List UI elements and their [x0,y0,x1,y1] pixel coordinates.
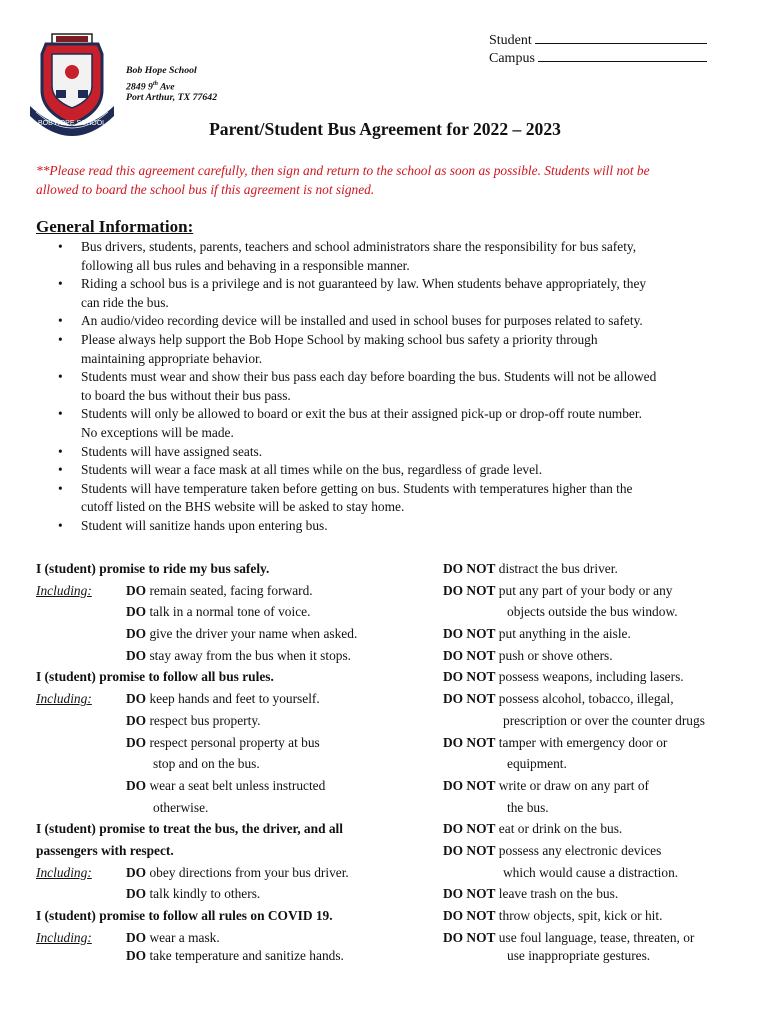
promise-line: DO talk in a normal tone of voice. [126,604,311,620]
do-not-rule-cont: equipment. [507,756,567,772]
general-info-line: • Students must wear and show their bus pass each day before boarding the bus. Students will not be allowed [81,369,657,385]
promise-line: DO respect personal property at bus [126,734,320,750]
promise-1-heading: I (student) promise to ride my bus safely. [36,561,270,576]
promise-line: DO give the driver your name when asked. [126,626,358,642]
do-not-rule: DO NOT use foul language, tease, threaten, or [443,929,695,945]
promise-line: Including: DO wear a mask. [36,929,220,945]
do-not-rule: DO NOT possess alcohol, tobacco, illegal, [443,691,674,707]
general-info-list [58,238,738,536]
do-not-rule-cont: the bus. [507,799,549,815]
general-info-item [58,443,738,462]
general-info-item [58,238,738,275]
promise-line: Including: DO obey directions from your bus driver. [36,864,349,880]
general-info-line: following all bus rules and behaving in a responsible manner. [81,257,410,273]
campus-field[interactable] [489,48,707,67]
promise-line: DO take temperature and sanitize hands. [126,947,344,963]
promise-line: stop and on the bus. [153,756,260,772]
general-info-line: to board the bus without their bus pass. [81,387,291,403]
notice-line-1: **Please read this agreement carefully, then sign and return to the school as soon as possible. Students will not be [36,163,650,178]
general-info-line: • An audio/video recording device will be installed and used in school buses for purposes related to safety. [81,313,643,329]
do-not-rule: DO NOT eat or drink on the bus. [443,821,623,837]
student-label: Student [489,33,532,48]
do-not-rule-cont: use inappropriate gestures. [507,947,651,963]
campus-label: Campus [489,51,535,66]
promise-line: otherwise. [153,799,209,815]
general-info-heading: General Information: [36,217,194,236]
general-info-item [58,480,738,517]
do-not-rule: DO NOT put any part of your body or any [443,582,673,598]
promise-3-heading: I (student) promise to treat the bus, the driver, and all [36,821,343,837]
do-not-rule: DO NOT leave trash on the bus. [443,886,619,902]
do-not-rules [443,558,743,966]
do-not-rule: DO NOT throw objects, spit, kick or hit. [443,908,663,923]
general-info-item [58,275,738,312]
general-info-line: • Bus drivers, students, parents, teachers and school administrators share the responsibility for bus safety, [81,239,637,254]
general-info-item [58,312,738,331]
do-not-rule: DO NOT push or shove others. [443,647,613,663]
promise-4-heading: I (student) promise to follow all rules on COVID 19. [36,908,333,923]
promise-line: DO stay away from the bus when it stops. [126,647,352,663]
school-city: Port Arthur, TX 77642 [126,92,218,103]
do-not-rule: DO NOT distract the bus driver. [443,561,618,576]
promise-2-heading: I (student) promise to follow all bus rules. [36,669,274,685]
general-info-line: can ride the bus. [81,294,169,310]
general-info-line: • Students will have temperature taken before getting on bus. Students with temperatures higher than the [81,480,633,496]
student-field[interactable] [489,30,707,49]
promise-line: Including: DO keep hands and feet to yourself. [36,691,320,707]
do-not-rule: DO NOT write or draw on any part of [443,777,650,793]
general-info-line: • Students will have assigned seats. [81,443,263,459]
general-info-line: cutoff listed on the BHS website will be asked to stay home. [81,499,405,515]
promise-line: Including: DO remain seated, facing forward. [36,582,313,598]
general-info-line: • Student will sanitize hands upon entering bus. [81,517,328,533]
general-info-line: maintaining appropriate behavior. [81,350,263,366]
general-info-line: No exceptions will be made. [81,424,234,440]
school-name: Bob Hope School [126,65,197,76]
general-info-line: • Students will only be allowed to board or exit the bus at their assigned pick-up or drop-off route number. [81,406,642,422]
promise-line: DO talk kindly to others. [126,886,261,902]
crest-text: BOB HOPE SCHOOL [37,120,107,127]
promise-3-heading-cont: passengers with respect. [36,842,174,858]
general-info-item [58,461,738,480]
notice-line-2: allowed to board the school bus if this agreement is not signed. [36,182,375,197]
student-promises [36,558,431,966]
general-info-item [58,368,738,405]
general-info-item [58,517,738,536]
general-info-line: • Students will wear a face mask at all times while on the bus, regardless of grade level. [81,462,543,478]
general-info-line: • Riding a school bus is a privilege and is not guaranteed by law. When students behave appropriately, they [81,276,647,292]
general-info-line: • Please always help support the Bob Hope School by making school bus safety a priority through [81,331,598,347]
general-info-item [58,331,738,368]
page-title: Parent/Student Bus Agreement for 2022 – 2023 [209,119,561,139]
do-not-rule-cont: objects outside the bus window. [507,604,678,620]
promise-line: DO respect bus property. [126,712,261,728]
do-not-rule-cont: which would cause a distraction. [503,864,679,880]
do-not-rule: DO NOT possess weapons, including lasers. [443,669,684,685]
do-not-rule: DO NOT possess any electronic devices [443,842,662,858]
do-not-rule-cont: prescription or over the counter drugs [503,712,705,728]
do-not-rule: DO NOT put anything in the aisle. [443,626,631,642]
school-street: 2849 9th Ave [126,81,175,93]
promise-line: DO wear a seat belt unless instructed [126,777,326,793]
general-info-item [58,405,738,442]
do-not-rule: DO NOT tamper with emergency door or [443,734,668,750]
